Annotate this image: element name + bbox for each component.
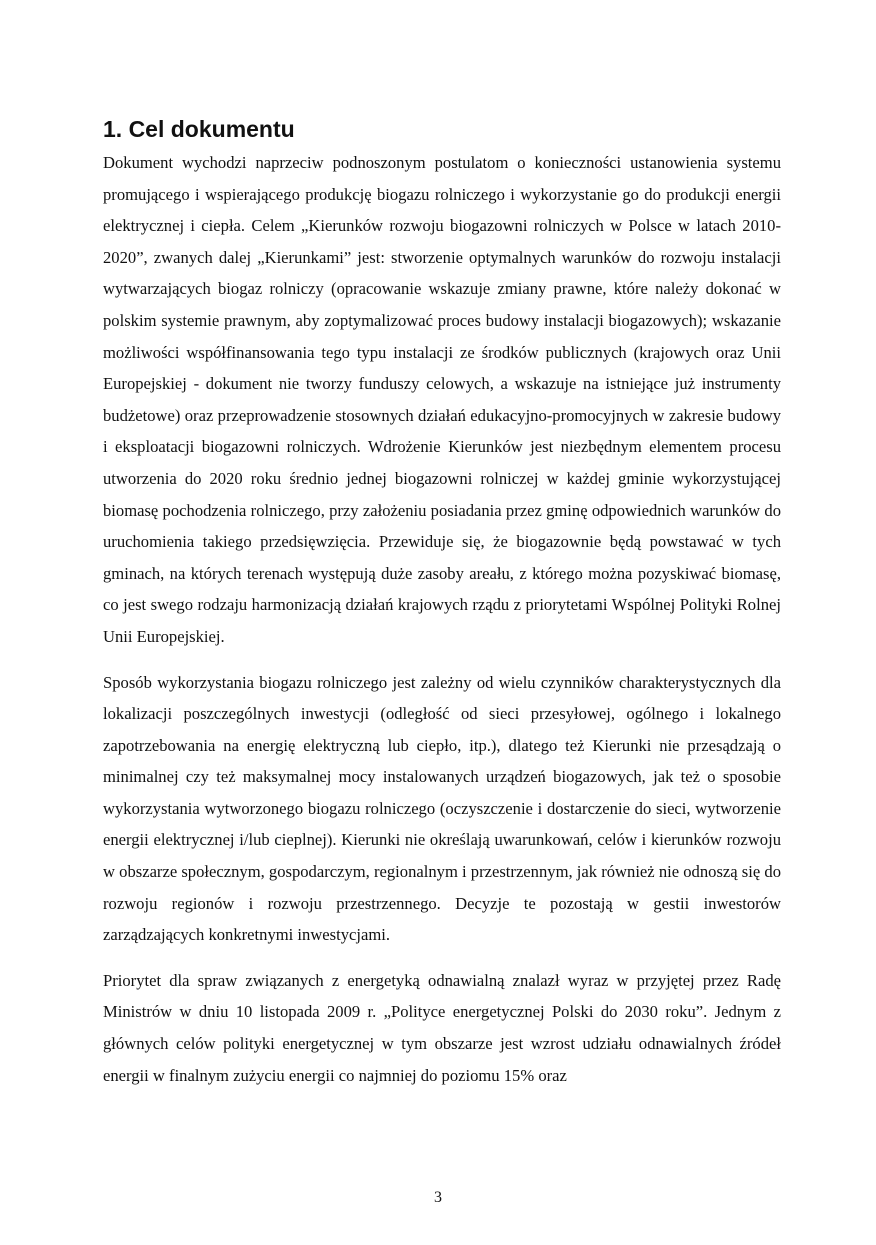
paragraph-1: Dokument wychodzi naprzeciw podnoszonym postulatom o konieczności ustanowienia systemu promującego i wspierającego produkcję biogazu rolniczego i wykorzystanie go do produkcji energii elektrycznej i ciepła. Celem „Kierunków rozwoju biogazowni rolniczych w Polsce w latach 2010-2020”, zwanych dalej „Kierunkami” jest: stworzenie optymalnych warunków do rozwoju instalacji wytwarzających biogaz rolniczy (opracowanie wskazuje zmiany prawne, które należy dokonać w polskim systemie prawnym, aby zoptymalizować proces budowy instalacji biogazowych); wskazanie możliwości współfinansowania tego typu instalacji ze środków publicznych (krajowych oraz Unii Europejskiej - dokument nie tworzy funduszy celowych, a wskazuje na istniejące już instrumenty budżetowe) oraz przeprowadzenie stosownych działań edukacyjno-promocyjnych w zakresie budowy i eksploatacji biogazowni rolniczych. Wdrożenie Kierunków jest niezbędnym elementem procesu utworzenia do 2020 roku średnio jednej biogazowni rolniczej w każdej gminie wykorzystującej biomasę pochodzenia rolniczego, przy założeniu posiadania przez gminę odpowiednich warunków do uruchomienia takiego przedsięwzięcia. Przewiduje się, że biogazownie będą powstawać w tych gminach, na których terenach występują duże zasoby areału, z którego można pozyskiwać biomasę, co jest swego rodzaju harmonizacją działań krajowych rządu z priorytetami Wspólnej Polityki Rolnej Unii Europejskiej.: [103, 153, 781, 646]
section-heading: 1. Cel dokumentu: [103, 116, 295, 142]
page-number: 3: [434, 1189, 442, 1206]
body-text: [103, 147, 781, 1105]
paragraph-2: Sposób wykorzystania biogazu rolniczego jest zależny od wielu czynników charakterystycznych dla lokalizacji poszczególnych inwestycji (odległość od sieci przesyłowej, ogólnego i lokalnego zapotrzebowania na energię elektryczną lub ciepło, itp.), dlatego też Kierunki nie przesądzają o minimalnej czy też maksymalnej mocy instalowanych urządzeń biogazowych, jak też o sposobie wykorzystania wytworzonego biogazu rolniczego (oczyszczenie i dostarczenie do sieci, wytworzenie energii elektrycznej i/lub cieplnej). Kierunki nie określają uwarunkowań, celów i kierunków rozwoju w obszarze społecznym, gospodarczym, regionalnym i przestrzennym, jak również nie odnoszą się do rozwoju regionów i rozwoju przestrzennego. Decyzje te pozostają w gestii inwestorów zarządzających konkretnymi inwestycjami.: [103, 672, 781, 945]
paragraph-3: Priorytet dla spraw związanych z energetyką odnawialną znalazł wyraz w przyjętej przez Radę Ministrów w dniu 10 listopada 2009 r. „Polityce energetycznej Polski do 2030 roku”. Jednym z głównych celów polityki energetycznej w tym obszarze jest wzrost udziału odnawialnych źródeł energii w finalnym zużyciu energii co najmniej do poziomu 15% oraz: [103, 970, 781, 1085]
